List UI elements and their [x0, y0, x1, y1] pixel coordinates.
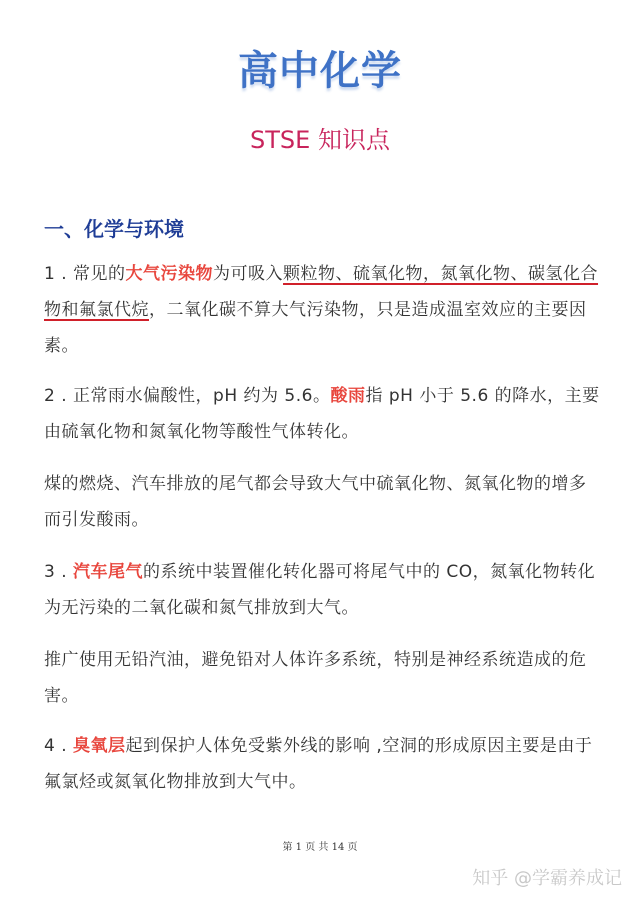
p4-suffix: 起到保护人体免受紫外线的影响 ,空洞的形成原因主要是由于氟氯烃或氮氧化物排放到大气中。 — [44, 736, 593, 792]
p1-prefix: 1 . 常见的 — [44, 264, 126, 284]
document-title: 高中化学 — [238, 48, 402, 94]
paragraph-3b — [44, 642, 600, 714]
paragraph-3 — [44, 554, 600, 626]
p1-underlined: 颗粒物、硫氧化物，氮氧化物、碳氢化合物和氟氯代烷 — [44, 264, 599, 320]
p3-suffix: 的系统中装置催化转化器可将尾气中的 CO，氮氧化物转化为无污染的二氧化碳和氮气排放到大气。 — [44, 562, 596, 618]
watermark: 知乎 @学霸养成记 — [472, 868, 622, 889]
p4-highlight: 臭氧层 — [73, 736, 126, 756]
p3-prefix: 3 . — [44, 562, 74, 582]
p3-highlight: 汽车尾气 — [73, 562, 144, 582]
paragraph-2b — [44, 466, 600, 538]
p2-highlight: 酸雨 — [330, 386, 366, 406]
paragraph-4 — [44, 728, 600, 800]
p1-mid: 为可吸入 — [213, 264, 284, 284]
section-heading: 一、化学与环境 — [44, 217, 184, 241]
p2-prefix: 2 . 正常雨水偏酸性，pH 约为 5.6。 — [44, 386, 331, 406]
paragraph-1 — [44, 256, 600, 364]
p2-suffix: 指 pH 小于 5.6 的降水，主要由硫氧化物和氮氧化物等酸性气体转化。 — [44, 386, 600, 442]
paragraph-2 — [44, 378, 600, 450]
p4-prefix: 4 . — [44, 736, 74, 756]
document-subtitle: STSE 知识点 — [250, 126, 390, 154]
p3b-text: 推广使用无铅汽油，避免铅对人体许多系统，特别是神经系统造成的危害。 — [44, 650, 587, 706]
p1-highlight: 大气污染物 — [125, 264, 214, 284]
p1-suffix: ，二氧化碳不算大气污染物，只是造成温室效应的主要因素。 — [44, 300, 587, 356]
p2b-text: 煤的燃烧、汽车排放的尾气都会导致大气中硫氧化物、氮氧化物的增多而引发酸雨。 — [44, 474, 587, 530]
page-number: 第 1 页 共 14 页 — [282, 842, 358, 853]
